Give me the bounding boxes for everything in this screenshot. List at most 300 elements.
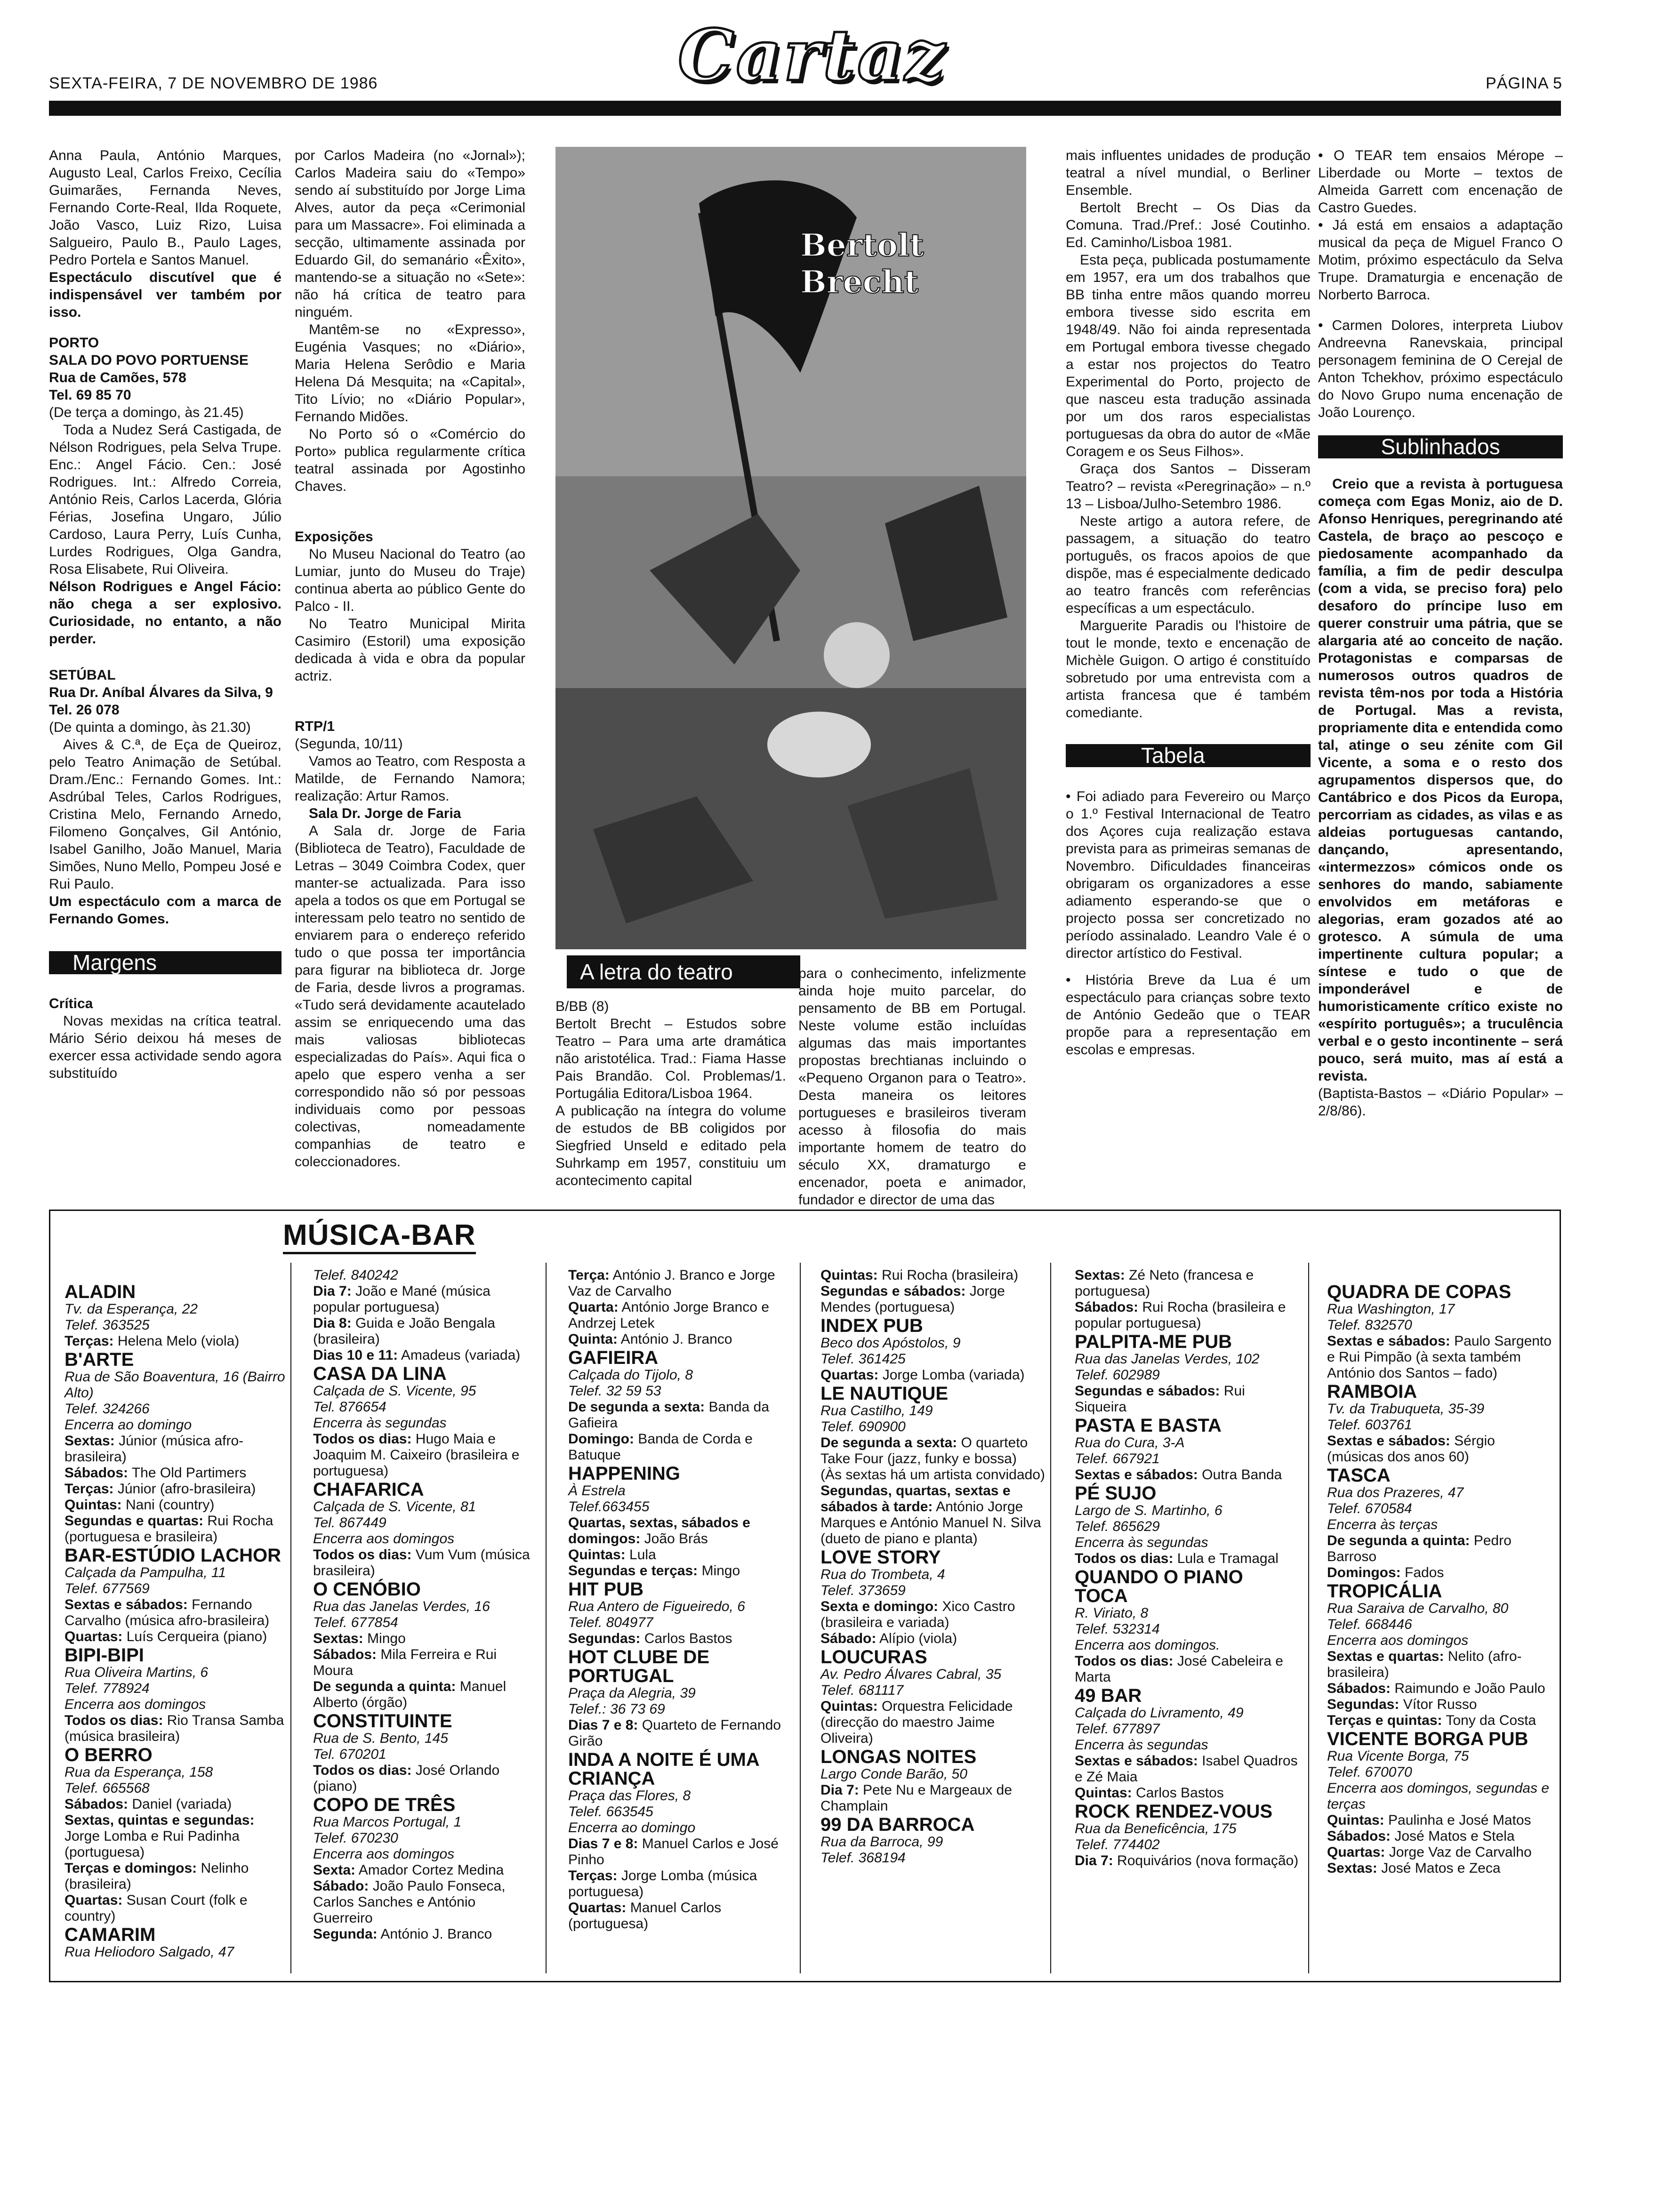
bar-detail: Telef.: 36 73 69 (568, 1701, 665, 1717)
bar-schedule: De segunda a quinta: Pedro Barroso (1327, 1533, 1512, 1564)
bar-detail: Calçada do Tijolo, 8 (568, 1367, 693, 1383)
paragraph: No Porto só o «Comércio do Porto» publica regularmente crítica teatral assinada por Agostinho Chaves. (295, 426, 525, 494)
bar-schedule: Sábados: Daniel (variada) (64, 1796, 232, 1812)
schedule-day: Sextas: (313, 1631, 363, 1646)
paragraph: Neste artigo a autora refere, de passagem, a situação do teatro português, os fracos apoios de que dispõe, mas é especialmente dedicado ao teatro francês com referências específicas a um espectáculo. (1066, 513, 1311, 616)
bar-name: VICENTE BORGA PUB (1327, 1729, 1528, 1749)
bar-detail: Telef. 832570 (1327, 1317, 1412, 1333)
bar-name: HAPPENING (568, 1463, 680, 1484)
paragraph: Bertolt Brecht – Os Dias da Comuna. Trad./Pref.: José Coutinho. Ed. Caminho/Lisboa 1981. (1066, 200, 1311, 250)
venue-phone: Tel. 26 078 (49, 702, 120, 718)
bar-schedule: De segunda a sexta: Banda da Gafieira (568, 1399, 769, 1431)
bar-name: O CENÓBIO (313, 1579, 421, 1600)
bar-detail: Telef. 804977 (568, 1615, 653, 1630)
schedule-day: Todos os dias: (64, 1713, 163, 1728)
bar-schedule: Segundas e sábados: Jorge Mendes (portuguesa) (820, 1283, 1005, 1315)
section-title: MÚSICA-BAR (283, 1218, 476, 1254)
schedule-day: Todos os dias: (1075, 1653, 1174, 1669)
quote-citation: (Baptista-Bastos – «Diário Popular» – 2/8/86). (1318, 1086, 1563, 1119)
bar-name: B'ARTE (64, 1349, 134, 1370)
bar-detail: Rua Saraiva de Carvalho, 80 (1327, 1601, 1509, 1616)
schedule-day: Sexta e domingo: (820, 1599, 939, 1614)
bar-schedule: Dias 7 e 8: Manuel Carlos e José Pinho (568, 1836, 779, 1867)
schedule-day: Terça: (568, 1267, 610, 1283)
bar-name: LOUCURAS (820, 1647, 927, 1667)
bar-detail: Telef. 373659 (820, 1583, 906, 1598)
bar-schedule: Terças e domingos: Nelinho (brasileira) (64, 1860, 249, 1892)
schedule-day: Terças: (64, 1481, 114, 1497)
bar-detail: Telef. 677897 (1075, 1721, 1160, 1737)
bar-schedule: Terças: Júnior (afro-brasileira) (64, 1481, 256, 1497)
schedule-day: Dias 7 e 8: (568, 1717, 638, 1733)
city-heading: PORTO (49, 335, 99, 351)
bar-detail: Telef. 665568 (64, 1780, 150, 1796)
bar-schedule: Segundas: Vítor Russo (1327, 1697, 1477, 1712)
bar-detail: Telef. 865629 (1075, 1519, 1160, 1534)
bar-detail: Av. Pedro Álvares Cabral, 35 (820, 1667, 1002, 1682)
bar-schedule: Terças: Helena Melo (viola) (64, 1333, 240, 1349)
bar-schedule: Sextas: José Matos e Zeca (1327, 1860, 1501, 1876)
quote: Creio que a revista à portuguesa começa com Egas Moniz, aio de D. Afonso Henriques, peregrinando até Castela, de braço ao pescoço e piedosamente acompanhado da família, a fim de pedir desculpa (com a vida, se preciso fora) pelo desaforo do príncipe luso em querer construir uma pátria, que se alargaria até ao conceito de nação. Protagonistas e comparsas de numerosos outros quadros de revista têm-nos por toda a História de Portugal. Mas a revista, propriamente dita e entendida como tal, atinge o seu zénite com Gil Vicente, a soma e o resto dos agrupamentos dispersos que, do Cantábrico e dos Picos da Europa, percorriam as cidades, as vilas e as aldeias portuguesas cantando, dançando, apresentando, «intermezzos» cómicos onde os senhores do mando, sabiamente envolvidos em metáforas e alegorias, eram gozados até ao grotesco. A súmula de uma impertinente cultura popular; a síntese e tudo o que de imponderável e de humoristicamente crítico existe no «espírito português»; a truculência verbal e o gesto incontinente – será pouco, será muito, mas aí está a revista. (1318, 476, 1563, 1084)
paragraph: Mantêm-se no «Expresso», Eugénia Vasques; no «Diário», Maria Helena Serôdio e Maria Helena Dá Mesquita; na «Capital», Tito Lívio; no «Diário Popular», Fernando Midões. (295, 322, 525, 425)
bar-name: BAR-ESTÚDIO LACHOR (64, 1545, 281, 1566)
bar-detail: Telef. 361425 (820, 1351, 906, 1367)
bar-schedule: Sextas e sábados: Isabel Quadros e Zé Maia (1075, 1753, 1298, 1785)
news-item: • Já está em ensaios a adaptação musical da peça de Miguel Franco O Motim, próximo espectáculo da Selva Trupe. Dramaturgia e encenação de Norberto Barroca. (1318, 217, 1563, 303)
bar-schedule: Sábados: Mila Ferreira e Rui Moura (313, 1647, 497, 1678)
schedule-day: Sextas e sábados: (1327, 1433, 1450, 1449)
bar-detail: Rua Castilho, 149 (820, 1403, 933, 1419)
bar-detail: Rua Antero de Figueiredo, 6 (568, 1599, 745, 1614)
bar-detail: Rua Vicente Borga, 75 (1327, 1748, 1469, 1764)
bar-detail: Telef. 670070 (1327, 1764, 1412, 1780)
schedule-day: Sextas: (64, 1433, 115, 1449)
schedule-day: Segundas e sábados: (820, 1283, 966, 1299)
bar-detail: Largo Conde Barão, 50 (820, 1766, 967, 1782)
bar-schedule: Quintas: Orquestra Felicidade (direcção do maestro Jaime Oliveira) (820, 1699, 1013, 1746)
schedule-day: De segunda a sexta: (568, 1399, 705, 1415)
schedule-day: Sextas e sábados: (64, 1597, 188, 1612)
bar-schedule: Quintas: Rui Rocha (brasileira) (820, 1267, 1019, 1283)
bar-schedule: Sábados: Rui Rocha (brasileira e popular portuguesa) (1075, 1299, 1286, 1331)
schedule-day: Sábados: (64, 1796, 129, 1812)
column-divider (290, 1263, 291, 1973)
bar-schedule: Todos os dias: Lula e Tramagal (1075, 1551, 1279, 1566)
bar-detail: Rua Heliodoro Salgado, 47 (64, 1944, 234, 1960)
schedule-day: Todos os dias: (313, 1431, 412, 1447)
bar-schedule: Sábados: The Old Partimers (64, 1465, 247, 1481)
schedule: (De terça a domingo, às 21.45) (49, 405, 244, 420)
section-label: Tabela (1066, 744, 1311, 767)
section-box-tabela (1066, 744, 1311, 767)
column-critics (295, 147, 525, 1170)
bar-name: CASA DA LINA (313, 1363, 447, 1384)
venue-phone: Tel. 69 85 70 (49, 387, 131, 403)
bar-detail: Rua Oliveira Martins, 6 (64, 1665, 209, 1680)
section-label: A letra do teatro (580, 960, 733, 984)
bar-name: CHAFARICA (313, 1479, 424, 1500)
bar-detail: Rua Marcos Portugal, 1 (313, 1814, 462, 1830)
bar-name: LOVE STORY (820, 1547, 941, 1568)
schedule-day: Todos os dias: (1075, 1551, 1174, 1566)
bar-schedule: Dias 7 e 8: Quarteto de Fernando Girão (568, 1717, 781, 1749)
paragraph: Vamos ao Teatro, com Resposta a Matilde, de Fernando Namora; realização: Artur Ramos. (295, 753, 525, 804)
bar-schedule: Dia 7: Pete Nu e Margeaux de Champlain (820, 1782, 1012, 1814)
venue-address: Rua Dr. Aníbal Álvares da Silva, 9 (49, 685, 273, 700)
column-theatre-listings (49, 147, 282, 1082)
paragraph: para o conhecimento, infelizmente ainda hoje muito parcelar, do pensamento de BB em Portugal. Neste volume estão incluídas algumas das mais importantes propostas brechtianas incluindo o «Pequeno Organon para o Teatro». Desta maneira os leitores portugueses e brasileiros tiveram acesso à filosofia do mais importante homem de teatro do século XX, dramaturgo e encenador, poeta e animador, fundador e director de uma das (798, 966, 1026, 1208)
schedule-day: Sábados: (1327, 1681, 1391, 1696)
schedule-day: Quartas: (568, 1900, 627, 1915)
column-books (1066, 147, 1311, 1058)
bar-schedule: Todos os dias: Vum Vum (música brasileira) (313, 1547, 530, 1579)
listing-body: Aives & C.ª, de Eça de Queiroz, pelo Teatro Animação de Setúbal. Dram./Enc.: Fernando Gomes. Int.: Asdrúbal Teles, Carlos Rodrigues, Cristina Melo, Fernando Arnedo, Filomeno Gonçalves, Gil António, Isabel Ganilho, João Manuel, Maria Simões, Nuno Mello, Pompeu José e Rui Paulo. (49, 737, 282, 892)
bar-detail: À Estrela (568, 1483, 626, 1499)
bar-schedule: Sábados: José Matos e Stela (1327, 1828, 1515, 1844)
bar-detail: Encerra aos domingos. (1075, 1637, 1220, 1653)
schedule-day: Quintas: (820, 1699, 878, 1714)
bar-detail: Tv. da Esperança, 22 (64, 1301, 198, 1317)
bar-schedule: Segundas, quartas, sextas e sábados à tarde: António Jorge Marques e António Manuel N. Silva (dueto de piano e planta) (820, 1483, 1041, 1547)
bar-detail: Telef. 324266 (64, 1401, 150, 1417)
bar-schedule: Dia 7: João e Mané (música popular portuguesa) (313, 1283, 491, 1315)
bar-name: GAFIEIRA (568, 1347, 659, 1368)
bar-schedule: Quintas: Nani (country) (64, 1497, 215, 1513)
bar-detail: Rua do Trombeta, 4 (820, 1567, 945, 1582)
bar-detail: Rua dos Prazeres, 47 (1327, 1485, 1464, 1500)
bar-schedule: Sábado: Alípio (viola) (820, 1631, 957, 1646)
review-note: Um espectáculo com a marca de Fernando Gomes. (49, 894, 282, 927)
photo-title: Bertolt Brecht (800, 227, 924, 300)
bar-detail: Tel. 876654 (313, 1399, 386, 1415)
bar-detail: Rua das Janelas Verdes, 102 (1075, 1351, 1260, 1367)
schedule-day: Sábados: (1075, 1299, 1139, 1315)
bar-name: ROCK RENDEZ-VOUS (1075, 1801, 1273, 1822)
paragraph: A Sala dr. Jorge de Faria (Biblioteca de Teatro), Faculdade de Letras – 3049 Coimbra Codex, quer manter-se actualizada. Para isso apela a todos os que em Portugal se interessam pelo teatro no sentido de enviarem para o endereço referido tudo o que possa ter importância para figurar na biblioteca dr. Jorge de Faria, desde livros a programas. «Tudo será devidamente acautelado assim se enriquecendo uma das mais valiosas bibliotecas especializadas do País». Aqui fica o apelo que espero venha a ser correspondido não só por pessoas individuais como por pessoas colectivas, nomeadamente companhias de teatro e coleccionadores. (295, 823, 525, 1170)
column-divider (1050, 1263, 1051, 1973)
bar-schedule: Segunda: António J. Branco (313, 1926, 492, 1942)
bar-name: COPO DE TRÊS (313, 1795, 456, 1815)
bar-detail: Telef. 532314 (1075, 1621, 1160, 1637)
schedule-day: Dia 7: (313, 1283, 352, 1299)
bar-detail: Encerra às terças (1327, 1517, 1438, 1532)
schedule-day: Terças: (568, 1868, 618, 1883)
schedule-day: Segundas e sábados: (1075, 1383, 1220, 1399)
schedule-day: De segunda a quinta: (313, 1679, 456, 1694)
bar-schedule: De segunda a sexta: O quarteto Take Four (jazz, funky e bossa) (820, 1435, 1028, 1467)
subheading: Sala Dr. Jorge de Faria (309, 806, 461, 821)
bar-name: PASTA E BASTA (1075, 1415, 1222, 1436)
schedule-day: Dias 10 e 11: (313, 1347, 398, 1363)
bar-detail: Beco dos Apóstolos, 9 (820, 1335, 961, 1351)
bar-name: INDA A NOITE É UMA CRIANÇA (568, 1749, 759, 1789)
bar-detail: Telef. 363525 (64, 1317, 150, 1333)
bar-name: CONSTITUINTE (313, 1711, 452, 1731)
bar-schedule: Sextas e sábados: Sérgio (músicas dos anos 60) (1327, 1433, 1495, 1465)
bar-schedule: Quartas: Jorge Vaz de Carvalho (1327, 1844, 1532, 1860)
news-item: • História Breve da Lua é um espectáculo para crianças sobre texto de António Gedeão que o TEAR propõe para a representação em escolas e empresas. (1066, 972, 1311, 1058)
bar-detail: Telef. 774402 (1075, 1837, 1160, 1852)
schedule-day: Terças e quintas: (1327, 1713, 1442, 1728)
schedule-day: Sexta: (313, 1862, 356, 1878)
bar-column (64, 1282, 286, 1960)
bar-column (313, 1267, 539, 1942)
bar-detail: Telef. 32 59 53 (568, 1383, 661, 1399)
section-box-margens (49, 951, 282, 974)
bar-schedule: Domingo: Banda de Corda e Batuque (568, 1431, 753, 1463)
bar-schedule: Dia 7: Roquivários (nova formação) (1075, 1853, 1299, 1868)
news-item: • Carmen Dolores, interpreta Liubov Andreevna Ranevskaia, principal personagem feminina de O Cerejal de Anton Tchekhov, próximo espectáculo do Novo Grupo numa encenação de João Lourenço. (1318, 318, 1563, 420)
bar-detail: Praça das Flores, 8 (568, 1788, 691, 1803)
schedule-day: Domingos: (1327, 1565, 1401, 1580)
bar-detail: Tel. 867449 (313, 1515, 386, 1531)
schedule: (Segunda, 10/11) (295, 736, 403, 752)
bar-schedule: Sextas e sábados: Fernando Carvalho (música afro-brasileira) (64, 1597, 270, 1628)
schedule-day: Quartas: (64, 1629, 123, 1644)
bar-schedule: Quartas: Jorge Lomba (variada) (820, 1367, 1025, 1383)
bar-schedule: (Às sextas há um artista convidado) (820, 1467, 1045, 1483)
bar-detail: Calçada de S. Vicente, 81 (313, 1499, 476, 1515)
schedule-day: Dia 7: (1075, 1853, 1113, 1868)
bar-schedule: Quartas: Luís Cerqueira (piano) (64, 1629, 267, 1644)
bar-name: HOT CLUBE DE PORTUGAL (568, 1647, 709, 1686)
bar-detail: Telef. 368194 (820, 1850, 906, 1866)
subheading: RTP/1 (295, 719, 335, 734)
bar-detail: Tv. da Trabuqueta, 35-39 (1327, 1401, 1485, 1417)
bar-detail: Telef. 690900 (820, 1419, 906, 1435)
bar-schedule: Terça: António J. Branco e Jorge Vaz de Carvalho (568, 1267, 775, 1299)
bar-detail: Telef. 670230 (313, 1830, 398, 1846)
schedule-day: Terças: (64, 1333, 114, 1349)
bar-schedule: Terças: Jorge Lomba (música portuguesa) (568, 1868, 757, 1899)
bar-detail: Telef. 670584 (1327, 1501, 1412, 1516)
column-divider (1308, 1263, 1309, 1973)
subheading: Crítica (49, 996, 93, 1011)
bar-name: LONGAS NOITES (820, 1747, 977, 1767)
schedule-day: Quintas: (64, 1497, 122, 1513)
musica-bar-section (49, 1210, 1561, 1982)
bar-detail: Encerra aos domingos, segundas e terças (1327, 1780, 1549, 1812)
bar-column (1075, 1267, 1301, 1869)
schedule-day: Dia 7: (820, 1782, 859, 1798)
venue-name: SALA DO POVO PORTUENSE (49, 353, 249, 368)
column-divider (800, 1263, 801, 1973)
bar-schedule: Todos os dias: Hugo Maia e Joaquim M. Caixeiro (brasileira e portuguesa) (313, 1431, 520, 1479)
bar-column (568, 1267, 794, 1932)
schedule-day: De segunda a sexta: (820, 1435, 957, 1451)
bar-schedule: Quinta: António J. Branco (568, 1331, 732, 1347)
schedule-day: Sextas, quintas e segundas: (64, 1812, 255, 1828)
bar-column (820, 1267, 1046, 1866)
city-heading: SETÚBAL (49, 667, 116, 683)
bar-name: HIT PUB (568, 1579, 643, 1600)
schedule-day: De segunda a quinta: (1327, 1533, 1470, 1548)
bar-detail: Telef. 840242 (313, 1267, 398, 1283)
section-box-sublinhados (1318, 435, 1563, 458)
bar-schedule: Sextas: Mingo (313, 1631, 406, 1646)
bar-schedule: Sextas e sábados: Paulo Sargento e Rui Pimpão (à sexta também António dos Santos – fado) (1327, 1333, 1552, 1381)
schedule-day: Sextas e quartas: (1327, 1649, 1444, 1664)
schedule-day: Dia 8: (313, 1315, 352, 1331)
bar-schedule: Dia 8: Guida e João Bengala (brasileira) (313, 1315, 495, 1347)
bar-schedule: Quartas: Manuel Carlos (portuguesa) (568, 1900, 722, 1931)
issue-date: SEXTA-FEIRA, 7 DE NOVEMBRO DE 1986 (49, 74, 378, 92)
schedule-day: Sextas: (1327, 1860, 1377, 1876)
bar-schedule: Sábados: Raimundo e João Paulo (1327, 1681, 1545, 1696)
bar-schedule: Sextas, quintas e segundas: Jorge Lomba e Rui Padinha (portuguesa) (64, 1812, 255, 1860)
cast-list: Anna Paula, António Marques, Augusto Leal, Carlos Freixo, Cecília Guimarães, Fernanda Neves, Fernando Corte-Real, Ilda Roquete, João Vasco, Luiz Rizo, Luisa Salgueiro, Paulo B., Paulo Lages, Pedro Portela e Santos Manuel. (49, 148, 282, 268)
schedule-day: Segundas, quartas, sextas e sábados à tarde: (820, 1483, 1011, 1515)
bar-detail: Rua das Janelas Verdes, 16 (313, 1599, 490, 1614)
bar-detail: Encerra aos domingos (64, 1697, 206, 1712)
bar-detail: Rua de São Boaventura, 16 (Bairro Alto) (64, 1369, 285, 1401)
schedule-day: Sextas: (1075, 1267, 1125, 1283)
section-label: Sublinhados (1318, 435, 1563, 458)
paragraph: por Carlos Madeira (no «Jornal»); Carlos Madeira saiu do «Tempo» sendo aí substituído por Jorge Lima Alves, autor da peça «Cerimonial para um Massacre». Foi eliminada a secção, ultimamente assinada por Eduardo Gil, do semanário «Êxito», mantendo-se a situação no «Sete»: não há crítica de teatro para ninguém. (295, 148, 525, 320)
paragraph: mais influentes unidades de produção teatral a nível mundial, o Berliner Ensemble. (1066, 148, 1311, 198)
bar-schedule: Sábado: João Paulo Fonseca, Carlos Sanches e António Guerreiro (313, 1878, 506, 1926)
schedule-day: Sextas e sábados: (1327, 1333, 1450, 1349)
bar-schedule: Sexta: Amador Cortez Medina (313, 1862, 504, 1878)
section-label: Margens (49, 951, 282, 974)
bar-schedule: Quartas: Susan Court (folk e country) (64, 1892, 248, 1924)
schedule-day: Quartas: (1327, 1844, 1385, 1860)
schedule-day: Segundas: (568, 1631, 641, 1646)
bar-detail: Encerra às segundas (1075, 1737, 1208, 1753)
bar-detail: R. Viriato, 8 (1075, 1605, 1149, 1621)
bar-detail: Telef. 602989 (1075, 1367, 1160, 1383)
bar-schedule: Sextas: Júnior (música afro-brasileira) (64, 1433, 244, 1465)
schedule-day: Terças e domingos: (64, 1860, 197, 1876)
bar-schedule: Quarta: António Jorge Branco e Andrzej Letek (568, 1299, 769, 1331)
bar-detail: Telef. 663545 (568, 1804, 653, 1819)
schedule-day: Quintas: (568, 1547, 626, 1563)
schedule-day: Todos os dias: (313, 1547, 412, 1563)
bar-schedule: Quartas, sextas, sábados e domingos: João Brás (568, 1515, 750, 1547)
bar-schedule: Sexta e domingo: Xico Castro (brasileira e variada) (820, 1599, 1015, 1630)
bar-detail: Rua da Barroca, 99 (820, 1834, 943, 1850)
bar-schedule: De segunda a quinta: Manuel Alberto (órgão) (313, 1679, 507, 1710)
bar-schedule: Terças e quintas: Tony da Costa (1327, 1713, 1536, 1728)
brecht-illustration (555, 147, 1026, 949)
bar-name: 49 BAR (1075, 1685, 1142, 1706)
bar-schedule: Segundas: Carlos Bastos (568, 1631, 732, 1646)
schedule-day: Sextas e sábados: (1075, 1753, 1198, 1769)
schedule-day: Segundas: (1327, 1697, 1400, 1712)
bar-name: INDEX PUB (820, 1315, 923, 1336)
bar-detail: Telef. 677854 (313, 1615, 398, 1630)
schedule-day: Todos os dias: (313, 1763, 412, 1778)
venue-address: Rua de Camões, 578 (49, 370, 186, 385)
bar-detail: Telef. 667921 (1075, 1451, 1160, 1467)
bar-detail: Telef.663455 (568, 1499, 650, 1515)
bar-name: LE NAUTIQUE (820, 1383, 949, 1404)
bar-name: ALADIN (64, 1282, 136, 1302)
bar-detail: Encerra às segundas (1075, 1535, 1208, 1550)
paragraph: No Teatro Municipal Mirita Casimiro (Estoril) uma exposição dedicada à vida e obra da popular actriz. (295, 616, 525, 684)
bar-name: TROPICÁLIA (1327, 1581, 1442, 1602)
bar-schedule: Quintas: Paulinha e José Matos (1327, 1812, 1531, 1828)
bar-schedule: Segundas e quartas: Rui Rocha (portuguesa e brasileira) (64, 1513, 273, 1545)
schedule-day: Quartas: (820, 1367, 879, 1383)
bar-detail: Telef. 668446 (1327, 1617, 1412, 1632)
schedule-day: Domingo: (568, 1431, 634, 1447)
bar-detail: Telef. 778924 (64, 1681, 150, 1696)
schedule-day: Quintas: (820, 1267, 878, 1283)
masthead-logo: Cartaz (678, 14, 947, 97)
bar-detail: Encerra aos domingos (313, 1531, 455, 1547)
schedule-day: Quinta: (568, 1331, 618, 1347)
bar-schedule: Dias 10 e 11: Amadeus (variada) (313, 1347, 521, 1363)
bar-schedule: Sextas e quartas: Nelito (afro-brasileira) (1327, 1649, 1522, 1680)
bar-detail: Calçada da Pampulha, 11 (64, 1565, 226, 1580)
bar-detail: Calçada do Livramento, 49 (1075, 1705, 1244, 1721)
bar-detail: Encerra ao domingo (568, 1820, 696, 1835)
schedule-day: Sextas e sábados: (1075, 1467, 1198, 1483)
bar-schedule: Todos os dias: José Cabeleira e Marta (1075, 1653, 1283, 1685)
bar-schedule: Domingos: Fados (1327, 1565, 1444, 1580)
page-number: PÁGINA 5 (1486, 74, 1562, 92)
book-review-right (798, 965, 1026, 1209)
news-item: • Foi adiado para Fevereiro ou Março o 1.º Festival Internacional de Teatro dos Açores cuja realização estava prevista para as primeiras semanas de Novembro. Dificuldades financeiras obrigaram os organizadores a esse adiamento esperando-se que o projecto possa ser concretizado no período assinalado. Leandro Vale é o director artístico do Festival. (1066, 789, 1311, 961)
schedule-day: Sábado: (313, 1878, 369, 1894)
paragraph: Marguerite Paradis ou l'histoire de tout le monde, texto e encenação de Michèle Guigon. O artigo é constituído sobretudo por uma entrevista com a artista francesa que é também comediante. (1066, 618, 1311, 721)
bar-detail: Telef. 681117 (820, 1683, 904, 1698)
bar-schedule: Sextas e sábados: Outra Banda (1075, 1467, 1282, 1483)
bar-detail: Calçada de S. Vicente, 95 (313, 1383, 476, 1399)
bar-name: TASCA (1327, 1465, 1391, 1486)
schedule-day: Quintas: (1075, 1785, 1132, 1801)
bar-detail: Praça da Alegria, 39 (568, 1685, 696, 1701)
bar-schedule: Todos os dias: Rio Transa Samba (música brasileira) (64, 1713, 284, 1744)
paragraph: Esta peça, publicada postumamente em 1957, era um dos trabalhos que BB tinha entre mãos quando morreu embora tivesse sido escrita em 1948/49. Não foi ainda representada em Portugal embora tivesse chegado a estar nos projectos do Teatro Experimental do Porto, projecto de que nasceu esta tradução assinada por um dos raros especialistas portuguesas da obra do autor de «Mãe Coragem e os Seus Filhos». (1066, 252, 1311, 459)
bar-name: RAMBOIA (1327, 1381, 1417, 1402)
bar-schedule: Quintas: Lula (568, 1547, 656, 1563)
schedule-day: Quartas: (64, 1892, 123, 1908)
news-item: • O TEAR tem ensaios Mérope – Liberdade ou Morte – textos de Almeida Garrett com encenação de Castro Guedes. (1318, 148, 1563, 216)
schedule-day: Sábados: (1327, 1828, 1391, 1844)
bar-detail: Rua da Beneficência, 175 (1075, 1821, 1237, 1836)
review-note: Espectáculo discutível que é indispensável ver também por isso. (49, 270, 282, 320)
schedule-day: Segundas e quartas: (64, 1513, 204, 1529)
bar-detail: Rua Washington, 17 (1327, 1301, 1455, 1317)
bar-schedule: Sextas: Zé Neto (francesa e portuguesa) (1075, 1267, 1254, 1299)
schedule-day: Quarta: (568, 1299, 619, 1315)
bar-name: PALPITA-ME PUB (1075, 1331, 1232, 1352)
bar-name: O BERRO (64, 1745, 153, 1765)
bar-name: 99 DA BARROCA (820, 1814, 975, 1835)
bar-name: QUADRA DE COPAS (1327, 1282, 1512, 1302)
bar-detail: Telef. 677569 (64, 1581, 150, 1596)
bar-schedule: Segundas e terças: Mingo (568, 1563, 740, 1579)
bar-name: CAMARIM (64, 1924, 156, 1945)
bar-detail: Telef. 603761 (1327, 1417, 1412, 1433)
bar-detail: Encerra às segundas (313, 1415, 447, 1431)
book-review-left: B/BB (8) Bertolt Brecht – Estudos sobre Teatro – Para uma arte dramática não aristotélica. Trad.: Fiama Hasse Pais Brandão. Col. Problemas/1. Portugália Editora/Lisboa 1964. A publicação na íntegra do volume de estudos de BB coligidos por Siegfried Unseld e editado pela Suhrkamp em 1957, constituiu um acontecimento capital (555, 999, 786, 1188)
bar-detail: Rua da Esperança, 158 (64, 1764, 213, 1780)
paragraph: Graça dos Santos – Disseram Teatro? – revista «Peregrinação» – n.º 13 – Lisboa/Julho-Setembro 1986. (1066, 461, 1311, 512)
schedule-day: Dias 7 e 8: (568, 1836, 638, 1851)
review-note: Nélson Rodrigues e Angel Fácio: não chega a ser explosivo. Curiosidade, no entanto, a não perder. (49, 579, 282, 647)
schedule-day: Quartas, sextas, sábados e domingos: (568, 1515, 750, 1547)
schedule-day: Quintas: (1327, 1812, 1384, 1828)
schedule-day: Sábado: (820, 1631, 877, 1646)
bar-detail: Encerra ao domingo (64, 1417, 192, 1433)
bar-name: BIPI-BIPI (64, 1645, 144, 1666)
schedule-day: Sábados: (64, 1465, 129, 1481)
bar-detail: Largo de S. Martinho, 6 (1075, 1503, 1223, 1518)
top-rule (49, 101, 1561, 116)
